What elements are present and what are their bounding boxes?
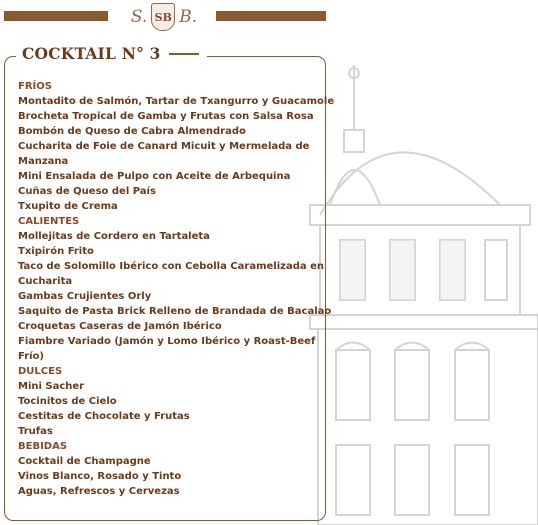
menu-item: Gambas Crujientes Orly (18, 291, 152, 302)
menu-item: Cocktail de Champagne (18, 456, 151, 467)
title-rule (169, 53, 199, 55)
menu-item: Montadito de Salmón, Tartar de Txangurro y Guacamole (18, 96, 335, 107)
menu-item: Cuñas de Queso del País (18, 186, 156, 197)
monogram-initial-s: S. (130, 7, 148, 27)
menu-item: Brocheta Tropical de Gamba y Frutas con Salsa Rosa (18, 111, 314, 122)
menu-item: Mini Sacher (18, 381, 85, 392)
menu-item: Saquito de Pasta Brick Relleno de Brandada de Bacalao (18, 306, 332, 317)
menu-item: Txupito de Crema (18, 201, 118, 212)
crest-icon: SB (151, 3, 175, 31)
menu-item: Txipirón Frito (18, 246, 94, 257)
header-bar-left (4, 11, 108, 21)
menu-item: Cucharita (18, 276, 73, 287)
monogram-logo (114, 2, 214, 32)
menu-item: Vinos Blanco, Rosado y Tinto (18, 471, 182, 482)
building-illustration (300, 55, 538, 525)
menu-item: Cestitas de Chocolate y Frutas (18, 411, 190, 422)
section-heading: BEBIDAS (18, 441, 68, 452)
monogram-initial-b: B. (179, 7, 198, 27)
menu-list (18, 79, 335, 499)
header-bar-right (216, 11, 326, 21)
menu-item: Manzana (18, 156, 69, 167)
menu-title: COCKTAIL N° 3 (22, 44, 161, 63)
section-heading: FRÍOS (18, 81, 52, 92)
menu-item: Tocinitos de Cielo (18, 396, 117, 407)
title-block (16, 44, 207, 63)
menu-item: Trufas (18, 426, 53, 437)
menu-item: Mini Ensalada de Pulpo con Aceite de Arbequina (18, 171, 291, 182)
menu-item: Frío) (18, 351, 44, 362)
menu-item: Aguas, Refrescos y Cervezas (18, 486, 180, 497)
menu-item: Mollejitas de Cordero en Tartaleta (18, 231, 210, 242)
menu-item: Fiambre Variado (Jamón y Lomo Ibérico y Roast-Beef (18, 336, 316, 347)
menu-item: Bombón de Queso de Cabra Almendrado (18, 126, 246, 137)
section-heading: CALIENTES (18, 216, 80, 227)
menu-item: Cucharita de Foie de Canard Micuit y Mermelada de (18, 141, 310, 152)
menu-item: Taco de Solomillo Ibérico con Cebolla Caramelizada en (18, 261, 325, 272)
menu-item: Croquetas Caseras de Jamón Ibérico (18, 321, 222, 332)
section-heading: DULCES (18, 366, 63, 377)
